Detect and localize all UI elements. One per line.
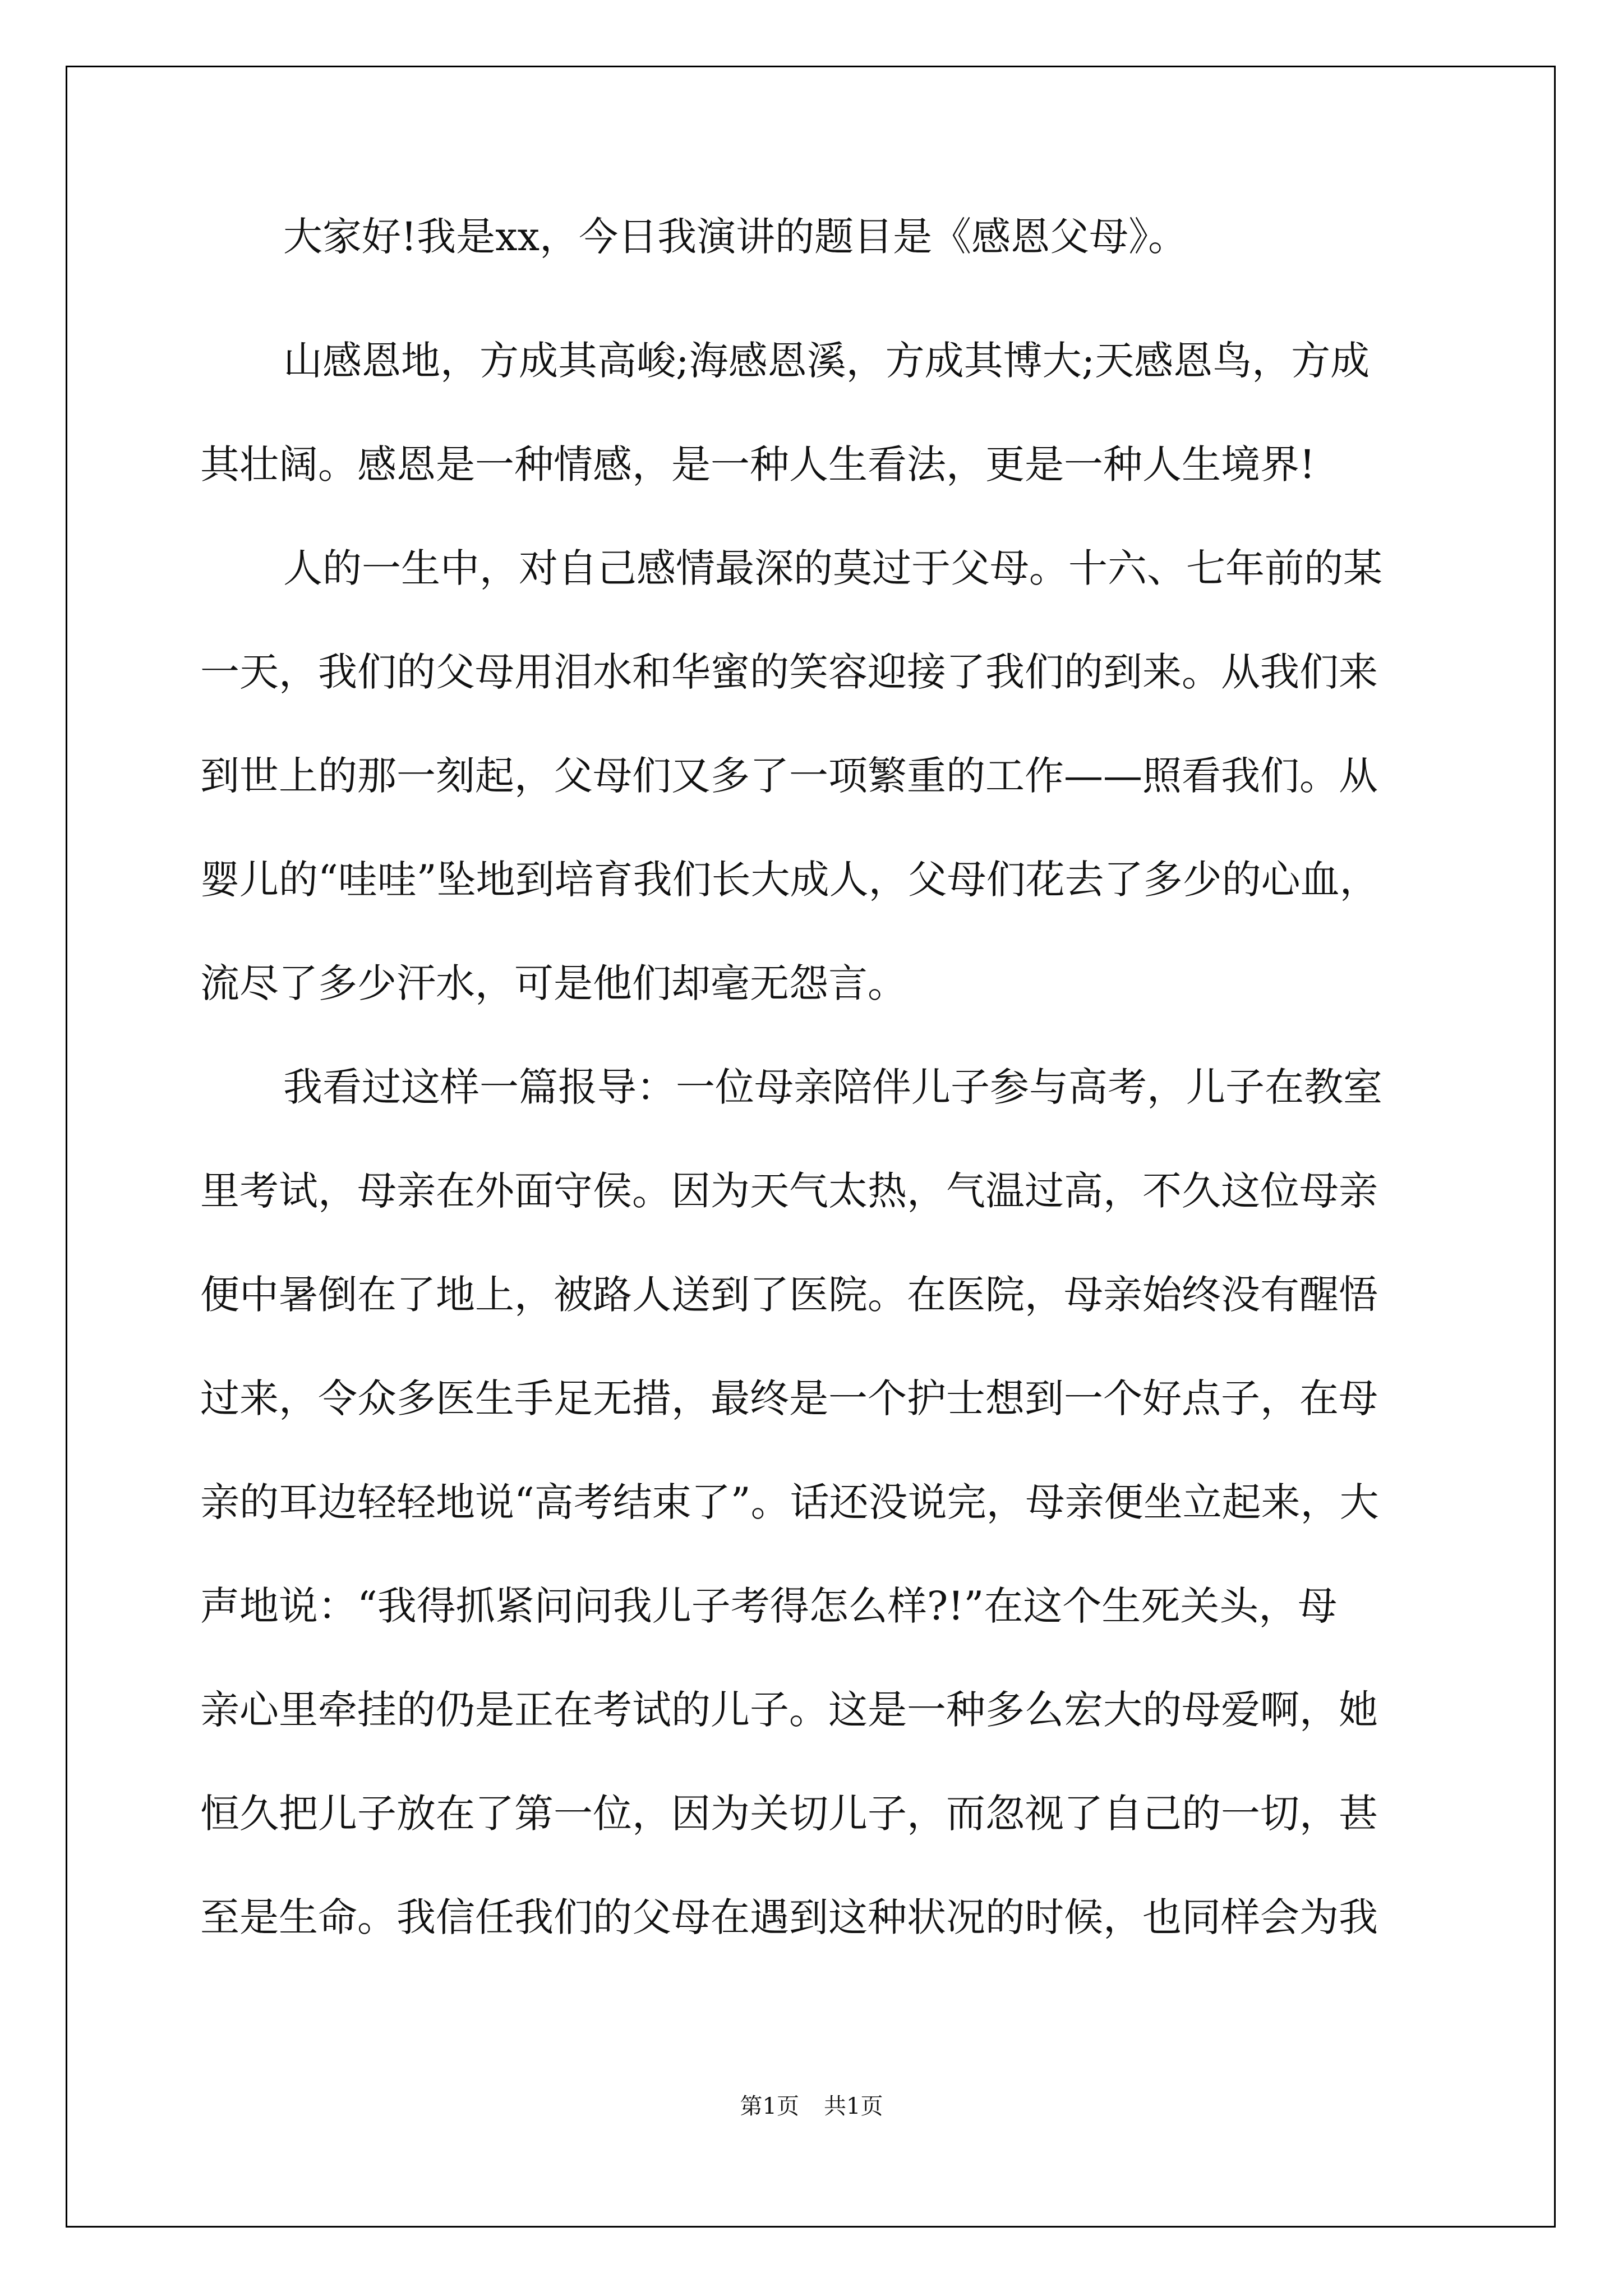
page-footer	[0, 2091, 1623, 2122]
text-line: 恒久把儿子放在了第一位，因为关切儿子，而忽视了自己的一切，甚	[200, 1791, 1378, 1837]
text-line: 其壮阔。感恩是一种情感，是一种人生看法，更是一种人生境界!	[200, 441, 1316, 487]
text-line: 婴儿的“哇哇”坠地到培育我们长大成人，父母们花去了多少的心血，	[200, 857, 1379, 903]
text-line: 便中暑倒在了地上，被路人送到了医院。在医院，母亲始终没有醒悟	[200, 1272, 1378, 1318]
text-line: 我看过这样一篇报导：一位母亲陪伴儿子参与高考，儿子在教室	[283, 1064, 1382, 1110]
text-line: 大家好!我是xx，今日我演讲的题目是《感恩父母》。	[283, 214, 1188, 260]
text-line: 到世上的那一刻起，父母们又多了一项繁重的工作——照看我们。从	[200, 753, 1378, 799]
text-line: 亲的耳边轻轻地说“高考结束了”。话还没说完，母亲便坐立起来，大	[200, 1479, 1379, 1525]
text-line: 至是生命。我信任我们的父母在遇到这种状况的时候，也同样会为我	[200, 1894, 1378, 1940]
text-line: 人的一生中，对自己感情最深的莫过于父母。十六、七年前的某	[283, 545, 1382, 591]
text-line: 一天，我们的父母用泪水和华蜜的笑容迎接了我们的到来。从我们来	[200, 649, 1378, 695]
page-total: 共1页	[824, 2093, 883, 2119]
page-number: 第1页	[740, 2093, 799, 2119]
text-line: 亲心里牵挂的仍是正在考试的儿子。这是一种多么宏大的母爱啊，她	[200, 1687, 1378, 1733]
text-line: 过来，令众多医生手足无措，最终是一个护士想到一个好点子，在母	[200, 1375, 1378, 1421]
text-line: 山感恩地，方成其高峻;海感恩溪，方成其博大;天感恩鸟，方成	[283, 338, 1370, 384]
text-line: 流尽了多少汗水，可是他们却毫无怨言。	[200, 960, 907, 1006]
text-line: 声地说：“我得抓紧问问我儿子考得怎么样?!”在这个生死关头，母	[200, 1583, 1338, 1629]
text-line: 里考试，母亲在外面守侯。因为天气太热，气温过高，不久这位母亲	[200, 1168, 1378, 1214]
